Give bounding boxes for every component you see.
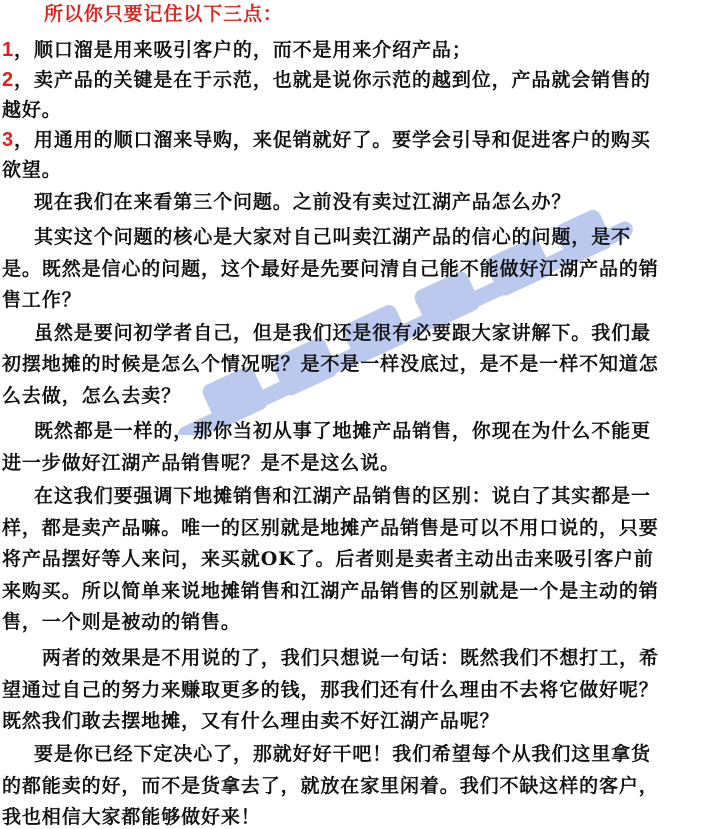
- text-line: 虽然是要问初学者自己，但是我们还是很有必要跟大家讲解下。我们最: [34, 322, 651, 344]
- point-text: ，顺口溜是用来吸引客户的，而不是用来介绍产品；: [14, 39, 472, 61]
- text-line: 样，都是卖产品嘛。唯一的区别就是地摊产品销售是可以不用口说的，只要: [2, 517, 659, 539]
- point-2: [2, 68, 727, 92]
- text-line: 售，一个则是被动的销售。: [2, 611, 241, 633]
- point-3: [2, 128, 727, 152]
- text-line: 其实这个问题的核心是大家对自己叫卖江湖产品的信心的问题，是不: [34, 226, 632, 248]
- text-line: 越好。: [2, 99, 62, 121]
- document-heading: 所以你只要记住以下三点：: [44, 3, 283, 25]
- text-line: 来购买。所以简单来说地摊销售和江湖产品销售的区别就是一个是主动的销: [2, 580, 659, 602]
- point-text: ，卖产品的关键是在于示范，也就是说你示范的越到位，产品就会销售的: [14, 69, 651, 91]
- text-line: 现在我们在来看第三个问题。之前没有卖过江湖产品怎么办？: [34, 191, 572, 213]
- text-line: 既然都是一样的，那你当初从事了地摊产品销售，你现在为什么不能更: [34, 420, 651, 442]
- point-number: 1: [2, 39, 15, 61]
- text-line: 初摆地摊的时候是怎么个情况呢？是不是一样没底过，是不是一样不知道怎: [2, 353, 659, 375]
- text-line: 欲望。: [2, 159, 62, 181]
- text-line: 既然我们敢去摆地摊，又有什么理由卖不好江湖产品呢？: [2, 710, 500, 732]
- point-number: 2: [2, 69, 15, 91]
- text-line: 要是你已经下定决心了，那就好好干吧！我们希望每个从我们这里拿货: [34, 743, 651, 765]
- text-line: 两者的效果是不用说的了，我们只想说一句话：既然我们不想打工，希: [42, 647, 659, 669]
- point-number: 3: [2, 129, 15, 151]
- text-line: 将产品摆好等人来问，来买就OK了。后者则是卖者主动出击来吸引客户前: [2, 548, 654, 570]
- text-line: 是。既然是信心的问题，这个最好是先要问清自己能不能做好江湖产品的销: [2, 258, 659, 280]
- text-line: 在这我们要强调下地摊销售和江湖产品销售的区别：说白了其实都是一: [34, 485, 651, 507]
- point-text: ，用通用的顺口溜来导购，来促销就好了。要学会引导和促进客户的购买: [14, 129, 651, 151]
- text-line: 进一步做好江湖产品销售呢？是不是这么说。: [2, 452, 401, 474]
- text-line: 我也相信大家都能够做好来！: [2, 806, 261, 828]
- text-line: 望通过自己的努力来赚取更多的钱，那我们还有什么理由不去将它做好呢？: [2, 679, 659, 701]
- text-line: 么去做，怎么去卖？: [2, 385, 182, 407]
- text-line: 的都能卖的好，而不是货拿去了，就放在家里闲着。我们不缺这样的客户，: [2, 775, 659, 797]
- text-line: 售工作？: [2, 289, 82, 311]
- point-1: [2, 38, 727, 62]
